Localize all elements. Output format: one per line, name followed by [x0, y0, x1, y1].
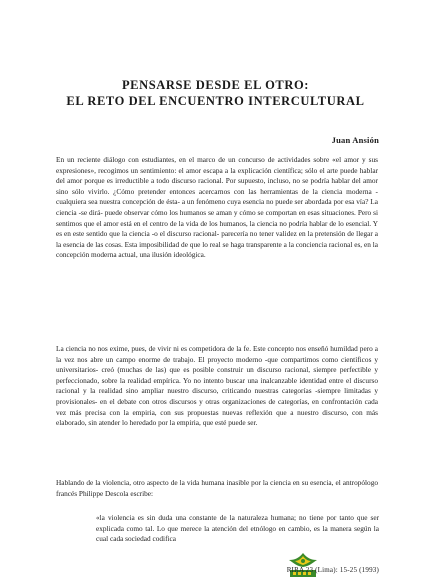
- publisher-logo: [284, 551, 322, 579]
- publisher-logo-graphic: [284, 551, 322, 579]
- article-title-line2: EL RETO DEL ENCUENTRO INTERCULTURAL: [66, 94, 365, 108]
- body-paragraph-2: La ciencia no nos exime, pues, de vivir ni es competidora de la fe. Este concepto nos enseñó humildad pero a la vez nos abre un campo enorme de trabajo. El proyecto moderno -que compartimos como científicos y universitarios- creó (muchas de las) que es posible construir un discurso racional, siempre perfectible y perfeccionado, sobre la realidad empírica. Yo no intento buscar una inalcanzable identidad entre el discurso racional y la realidad sino ampliar nuestro discurso, criticando nuestras categorías -siempre limitadas y provisionales- en el debate con otros discursos y otras organizaciones de categorías, en confrontación cada vez más precisa con la empiria, con sus propuestas nuevas reflexión que a nuestro discurso, con más elaborado, sin atender lo heredado por la empiria, que esté puede ser.: [56, 344, 378, 428]
- block-quote: «la violencia es sin duda una constante de la naturaleza humana; no tiene por tanto que ser explicada como tal. Lo que merece la atención del etnólogo en cambio, es la manera según la cual cada sociedad codifica: [96, 513, 379, 544]
- article-title-line1: PENSARSE DESDE EL OTRO:: [121, 78, 310, 92]
- logo-emblem: [289, 553, 317, 567]
- author-name: Juan Ansión: [331, 135, 379, 145]
- body-paragraph-3: Hablando de la violencia, otro aspecto de la vida humana inasible por la ciencia en su esencia, el antropólogo francés Philippe Descola escribe:: [56, 478, 378, 498]
- citation-footer: RIRA 23 (Lima): 15-25 (1993): [286, 566, 379, 574]
- body-paragraph-1: En un reciente diálogo con estudiantes, en el marco de un concurso de actividades sobre «el amor y sus expresiones», recogimos un sentimiento: el amor escapa a la explicación científica; sólo el arte puede hablar del amor porque es irreductible a todo discurso racional. Por supuesto, incluso, no se podría hablar del amor sino sólo vivirlo. ¿Cómo pretender entonces acercarnos con las herramientas de la ciencia moderna -cualquiera sea nuestra concepción de ésta- a un fenómeno cuya esencia no puede ser abordada por esa vía? La ciencia -se dirá- puede observar cómo los humanos se aman y cómo se comportan en esas situaciones. Pero si sentimos que el amor está en el centro de la vida de los humanos, la ciencia no podría hablar de lo esencial. Y es en este sentido que la ciencia -o el discurso racional- parecería no tener validez en la pretensión de llegar a la esencia de las cosas. Esta imposibilidad de que lo real se haga transparente a la conciencia racional es, en la concepción moderna actual, una ilusión ideológica.: [56, 155, 378, 260]
